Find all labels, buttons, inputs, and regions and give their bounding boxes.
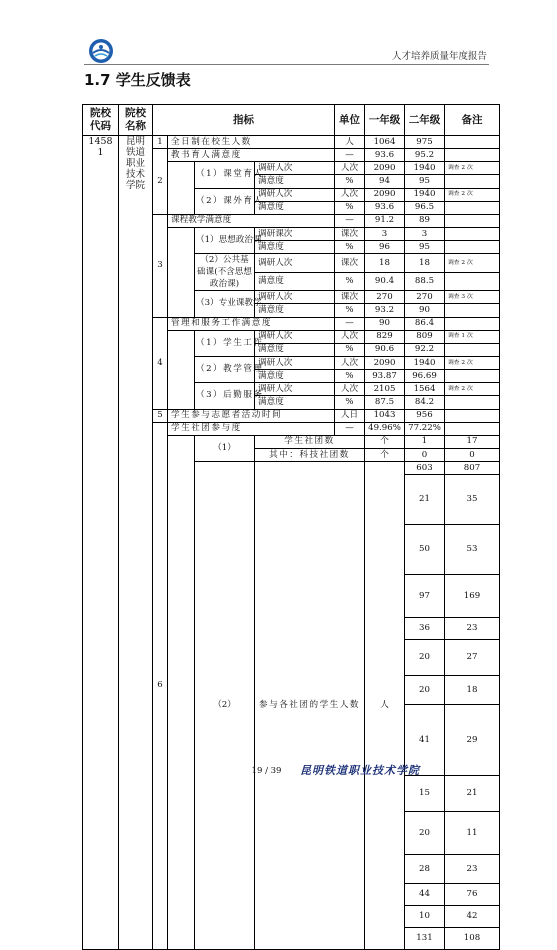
indent-cell [168,330,195,409]
row-number: 5 [153,409,168,422]
year2-cell: 88.5 [405,272,445,291]
note-cell: 调查 2 次 [445,356,500,369]
metric-label: 调研课次 [255,227,335,240]
year2-cell: 84.2 [405,396,445,409]
year2-cell: 89 [405,214,445,227]
note-cell: 调查 2 次 [445,188,500,201]
header-school-code: 院校 代码 [83,105,119,136]
metric-label: 调研人次 [255,291,335,304]
header-year2: 二年级 [405,105,445,136]
metric-label: 满意度 [255,396,335,409]
indicator-label: 管理和服务工作满意度 [168,317,335,330]
school-name: 昆明 铁道 职业 技术 学院 [119,136,153,950]
year1-cell: 829 [365,330,405,343]
metric-label: 满意度 [255,201,335,214]
unit-cell: % [335,272,365,291]
unit-cell: 人次 [335,383,365,396]
sub-indicator: （2） [195,462,255,950]
unit-cell: 人次 [335,188,365,201]
year1-cell: 20 [405,812,445,855]
sub-indicator: （1） [195,435,255,461]
note-cell: 调查 2 次 [445,162,500,175]
year2-cell: 0 [445,448,500,461]
header-year1: 一年级 [365,105,405,136]
year1-cell: 15 [405,776,445,812]
sub-indicator: （2）教学管理 [195,356,255,382]
row-number: 2 [153,149,168,215]
header-indicator: 指标 [153,105,335,136]
year1-cell: 28 [405,855,445,884]
unit-cell: % [335,370,365,383]
note-cell: 调查 3 次 [445,291,500,304]
unit-cell: 课次 [335,227,365,240]
sub-indicator: （3）专业课教学 [195,291,255,317]
metric-label: 调研人次 [255,162,335,175]
sub-indicator: （1）学生工作 [195,330,255,356]
year1-cell: 3 [365,227,405,240]
year1-cell: 21 [405,475,445,525]
year2-cell: 21 [445,776,500,812]
year1-cell: 49.96% [365,422,405,435]
year1-cell: 36 [405,618,445,640]
note-cell [445,241,500,254]
year1-cell: 93.2 [365,304,405,317]
sub-indicator: （1）课堂育人 [195,162,255,188]
indent-cell [168,435,195,949]
year1-cell: 50 [405,525,445,575]
year2-cell: 23 [445,618,500,640]
metric-label: 调研人次 [255,254,335,273]
year1-cell: 93.6 [365,149,405,162]
note-cell [445,136,500,149]
header-divider [84,64,489,65]
unit-cell: 个 [365,448,405,461]
year2-cell: 95 [405,175,445,188]
header-title: 人才培养质量年度报告 [391,51,487,62]
year2-cell: 270 [405,291,445,304]
note-cell [445,317,500,330]
year2-cell: 86.4 [405,317,445,330]
year1-cell: 18 [365,254,405,273]
unit-cell: 人次 [335,330,365,343]
year1-cell: 2090 [365,188,405,201]
year1-cell: 20 [405,640,445,676]
unit-cell: — [335,149,365,162]
year1-cell: 1043 [365,409,405,422]
unit-cell: 人次 [335,162,365,175]
row-number: 1 [153,136,168,149]
year2-cell: 975 [405,136,445,149]
unit-cell: % [335,343,365,356]
metric-label: 满意度 [255,175,335,188]
section-title: 1.7 学生反馈表 [84,71,191,89]
year2-cell: 27 [445,640,500,676]
year1-cell: 90.6 [365,343,405,356]
year1-cell: 603 [405,462,445,475]
year2-cell: 1940 [405,188,445,201]
page-number [0,766,557,776]
note-cell [445,396,500,409]
unit-cell: % [335,396,365,409]
year1-cell: 10 [405,906,445,928]
unit-cell: 课次 [335,291,365,304]
note-cell [445,422,500,435]
year1-cell: 90 [365,317,405,330]
year1-cell: 93.87 [365,370,405,383]
school-code: 1458 1 [83,136,119,950]
year2-cell: 11 [445,812,500,855]
note-cell [445,272,500,291]
year1-cell: 44 [405,884,445,906]
year1-cell: 96 [365,241,405,254]
row-number: 6 [153,422,168,950]
year2-cell: 17 [445,435,500,448]
school-logo-icon [88,38,114,64]
row-number: 4 [153,317,168,409]
sub-indicator: （3）后勤服务 [195,383,255,409]
metric-label: 调研人次 [255,188,335,201]
indicator-label: 学生参与志愿者活动时间 [168,409,335,422]
note-cell [445,304,500,317]
indent-cell [168,188,195,214]
metric-label: 满意度 [255,304,335,317]
metric-label: 学生社团数 [255,435,365,448]
note-cell [445,175,500,188]
table-row [83,136,500,149]
year1-cell: 91.2 [365,214,405,227]
indent-cell [168,162,195,188]
year1-cell: 2090 [365,162,405,175]
indicator-label: 教书育人满意度 [168,149,335,162]
year2-cell: 108 [445,928,500,950]
note-cell [445,214,500,227]
year1-cell: 1064 [365,136,405,149]
year2-cell: 3 [405,227,445,240]
metric-label: 满意度 [255,272,335,291]
year1-cell: 131 [405,928,445,950]
indent-cell [168,227,195,317]
unit-cell: % [335,241,365,254]
year2-cell: 169 [445,575,500,618]
metric-label: 调研人次 [255,356,335,369]
year2-cell: 95.2 [405,149,445,162]
unit-cell: — [335,422,365,435]
year1-cell: 93.6 [365,201,405,214]
unit-cell: 人 [365,462,405,950]
note-cell [445,370,500,383]
year2-cell: 53 [445,525,500,575]
year2-cell: 96.5 [405,201,445,214]
year1-cell: 87.5 [365,396,405,409]
year2-cell: 1564 [405,383,445,396]
unit-cell: % [335,175,365,188]
year1-cell: 90.4 [365,272,405,291]
year2-cell: 96.69 [405,370,445,383]
year1-cell: 270 [365,291,405,304]
header-unit: 单位 [335,105,365,136]
header-note: 备注 [445,105,500,136]
year2-cell: 18 [405,254,445,273]
year2-cell: 23 [445,855,500,884]
year1-cell: 0 [405,448,445,461]
year1-cell: 2090 [365,356,405,369]
metric-label: 调研人次 [255,383,335,396]
page-number-text: 19 / 39 [251,766,282,776]
student-feedback-table [82,104,500,950]
year2-cell: 95 [405,241,445,254]
year2-cell: 76 [445,884,500,906]
year2-cell: 1940 [405,162,445,175]
metric-label: 满意度 [255,343,335,356]
year1-cell: 41 [405,705,445,776]
footer-school-name: 昆明铁道职业技术学院 [300,764,420,777]
unit-cell: 人 [335,136,365,149]
year1-cell: 94 [365,175,405,188]
year2-cell: 29 [445,705,500,776]
note-cell: 调查 2 次 [445,383,500,396]
unit-cell: — [335,317,365,330]
year2-cell: 956 [405,409,445,422]
year2-cell: 18 [445,676,500,705]
note-cell [445,409,500,422]
note-cell [445,201,500,214]
club-indicator-label: 参与各社团的学生人数 [255,462,365,950]
year1-cell: 97 [405,575,445,618]
metric-label: 其中：科技社团数 [255,448,365,461]
sub-indicator: （2）课外育人 [195,188,255,214]
year2-cell: 807 [445,462,500,475]
indicator-label: 课程教学满意度 [168,214,335,227]
unit-cell: 人次 [335,356,365,369]
note-cell [445,343,500,356]
year1-cell: 1 [405,435,445,448]
note-cell [445,227,500,240]
year2-cell: 42 [445,906,500,928]
year1-cell: 20 [405,676,445,705]
year2-cell: 77.22% [405,422,445,435]
row-number: 3 [153,214,168,317]
note-cell: 调查 2 次 [445,254,500,273]
year2-cell: 35 [445,475,500,525]
unit-cell: 个 [365,435,405,448]
unit-cell: 人日 [335,409,365,422]
sub-indicator: （2）公共基础课(不含思想政治课) [195,254,255,291]
year2-cell: 90 [405,304,445,317]
note-cell: 调查 1 次 [445,330,500,343]
metric-label: 满意度 [255,370,335,383]
sub-indicator: （1）思想政治课 [195,227,255,253]
year2-cell: 1940 [405,356,445,369]
year1-cell: 2105 [365,383,405,396]
indicator-label: 学生社团参与度 [168,422,335,435]
unit-cell: 课次 [335,254,365,273]
header-school-name: 院校 名称 [119,105,153,136]
note-cell [445,149,500,162]
unit-cell: — [335,214,365,227]
unit-cell: % [335,304,365,317]
metric-label: 调研人次 [255,330,335,343]
year2-cell: 809 [405,330,445,343]
year2-cell: 92.2 [405,343,445,356]
metric-label: 满意度 [255,241,335,254]
unit-cell: % [335,201,365,214]
indicator-label: 全日制在校生人数 [168,136,335,149]
